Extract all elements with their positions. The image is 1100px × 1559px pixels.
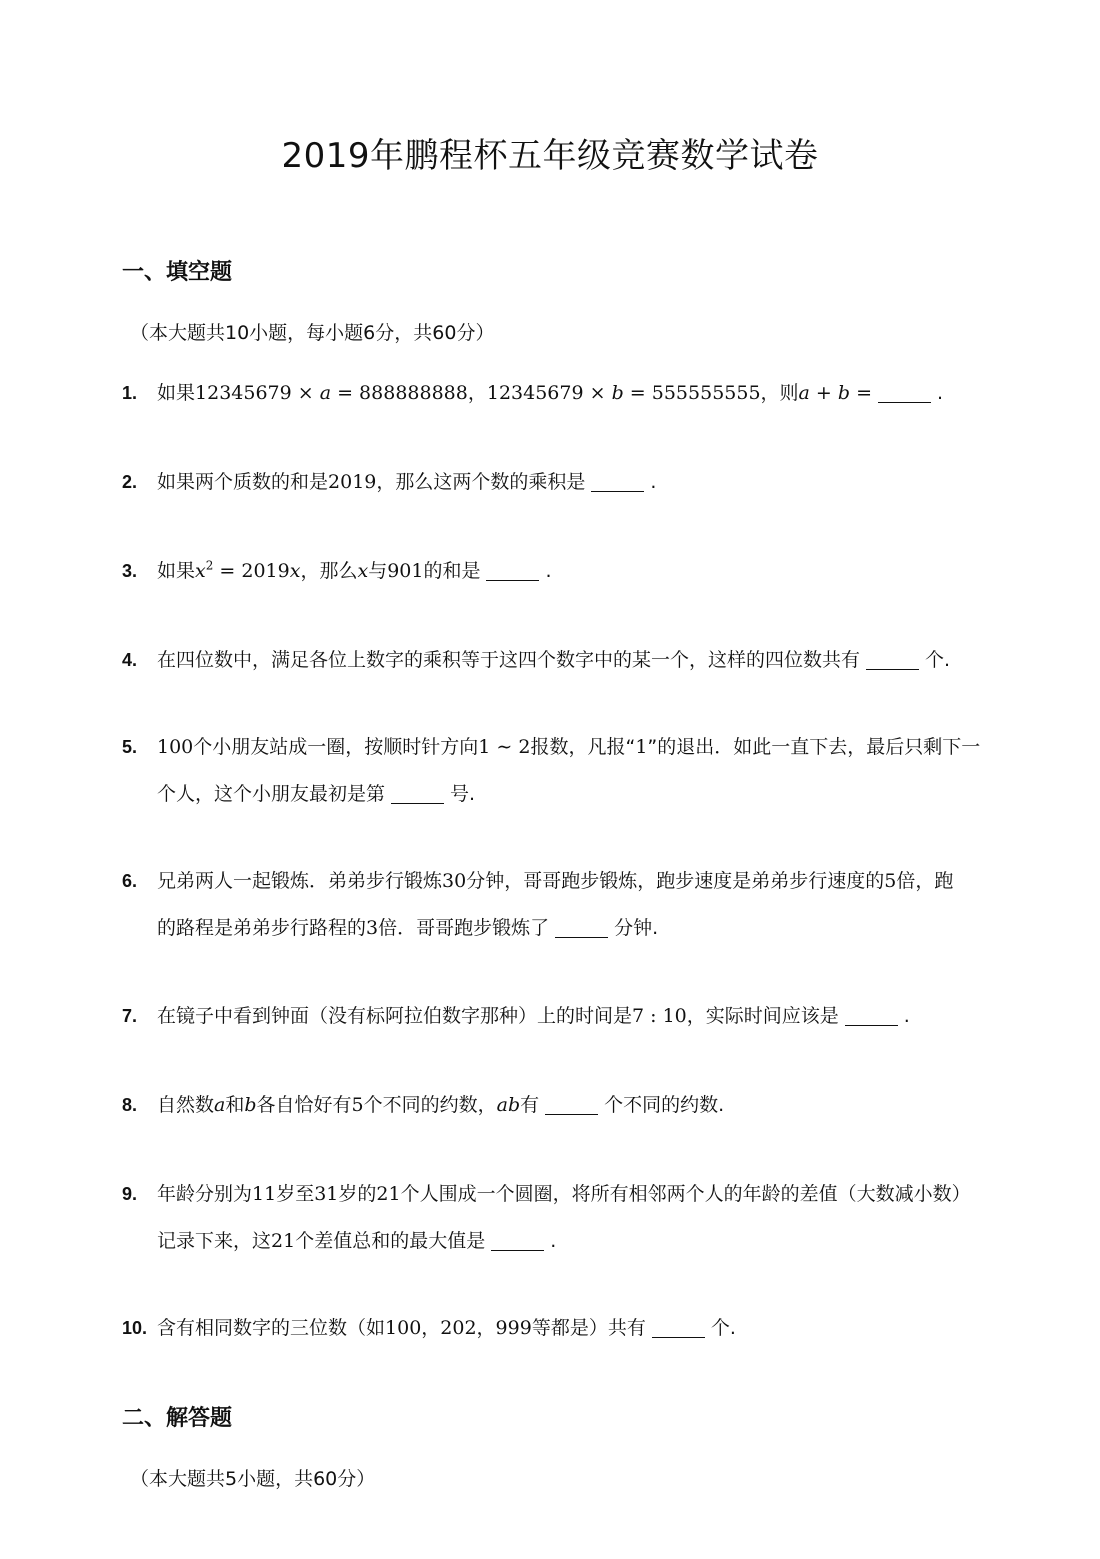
- question-3: [122, 548, 992, 595]
- answer-blank[interactable]: [652, 1317, 705, 1338]
- question-6: [122, 858, 992, 952]
- question-7: [122, 993, 992, 1040]
- question-number: 10.: [122, 1318, 148, 1338]
- question-text: 如果$x^2 = 2019x$，那么x与901的和是 .: [157, 558, 552, 582]
- answer-blank[interactable]: [486, 560, 539, 581]
- question-1: [122, 370, 992, 417]
- section-heading-fill-in: 一、填空题: [122, 260, 233, 285]
- question-number: 1.: [122, 383, 138, 403]
- question-2: [122, 459, 992, 506]
- answer-blank[interactable]: [845, 1005, 898, 1026]
- question-text: 年龄分别为11岁至31岁的21个人围成一个圆圈，将所有相邻两个人的年龄的差值（大数减小数） 记录下来，这21个差值总和的最大值是 .: [157, 1183, 971, 1252]
- question-9: [122, 1171, 992, 1265]
- section-note-answer: （本大题共5小题，共60分）: [130, 1468, 376, 1490]
- section-note-fill-in: （本大题共10小题，每小题6分，共60分）: [130, 322, 495, 344]
- question-number: 4.: [122, 650, 138, 670]
- answer-blank[interactable]: [391, 783, 444, 804]
- question-text: 在镜子中看到钟面（没有标阿拉伯数字那种）上的时间是7 : 10，实际时间应该是 .: [157, 1005, 910, 1027]
- question-text: 在四位数中，满足各位上数字的乘积等于这四个数字中的某一个，这样的四位数共有 个.: [157, 649, 951, 671]
- question-4: [122, 637, 992, 684]
- answer-blank[interactable]: [591, 471, 644, 492]
- question-number: 9.: [122, 1184, 138, 1204]
- question-number: 7.: [122, 1006, 138, 1026]
- answer-blank[interactable]: [555, 917, 608, 938]
- question-8: [122, 1082, 992, 1129]
- question-5: [122, 724, 992, 818]
- answer-blank[interactable]: [491, 1230, 544, 1251]
- question-text: 含有相同数字的三位数（如100，202，999等都是）共有 个.: [157, 1317, 736, 1339]
- section-heading-answer: 二、解答题: [122, 1406, 233, 1431]
- question-text: 自然数a和b各自恰好有5个不同的约数，ab有 个不同的约数.: [157, 1094, 725, 1116]
- question-10: [122, 1305, 992, 1352]
- answer-blank[interactable]: [878, 382, 931, 403]
- answer-blank[interactable]: [866, 649, 919, 670]
- question-number: 6.: [122, 871, 138, 891]
- question-number: 3.: [122, 561, 138, 581]
- page-title: 2019年鹏程杯五年级竞赛数学试卷: [281, 136, 819, 176]
- question-text: 如果12345679 × a = 888888888，12345679 × b = 555555555，则a + b = .: [157, 382, 944, 404]
- question-number: 2.: [122, 472, 138, 492]
- answer-blank[interactable]: [545, 1094, 598, 1115]
- question-text: 如果两个质数的和是2019，那么这两个数的乘积是 .: [157, 471, 657, 493]
- question-number: 8.: [122, 1095, 138, 1115]
- question-text: 100个小朋友站成一圈，按顺时针方向1 ∼ 2报数，凡报“1”的退出．如此一直下去，最后只剩下一 个人，这个小朋友最初是第 号.: [157, 736, 981, 805]
- question-number: 5.: [122, 737, 138, 757]
- question-text: 兄弟两人一起锻炼．弟弟步行锻炼30分钟，哥哥跑步锻炼，跑步速度是弟弟步行速度的5倍，跑 的路程是弟弟步行路程的3倍．哥哥跑步锻炼了 分钟.: [157, 870, 954, 939]
